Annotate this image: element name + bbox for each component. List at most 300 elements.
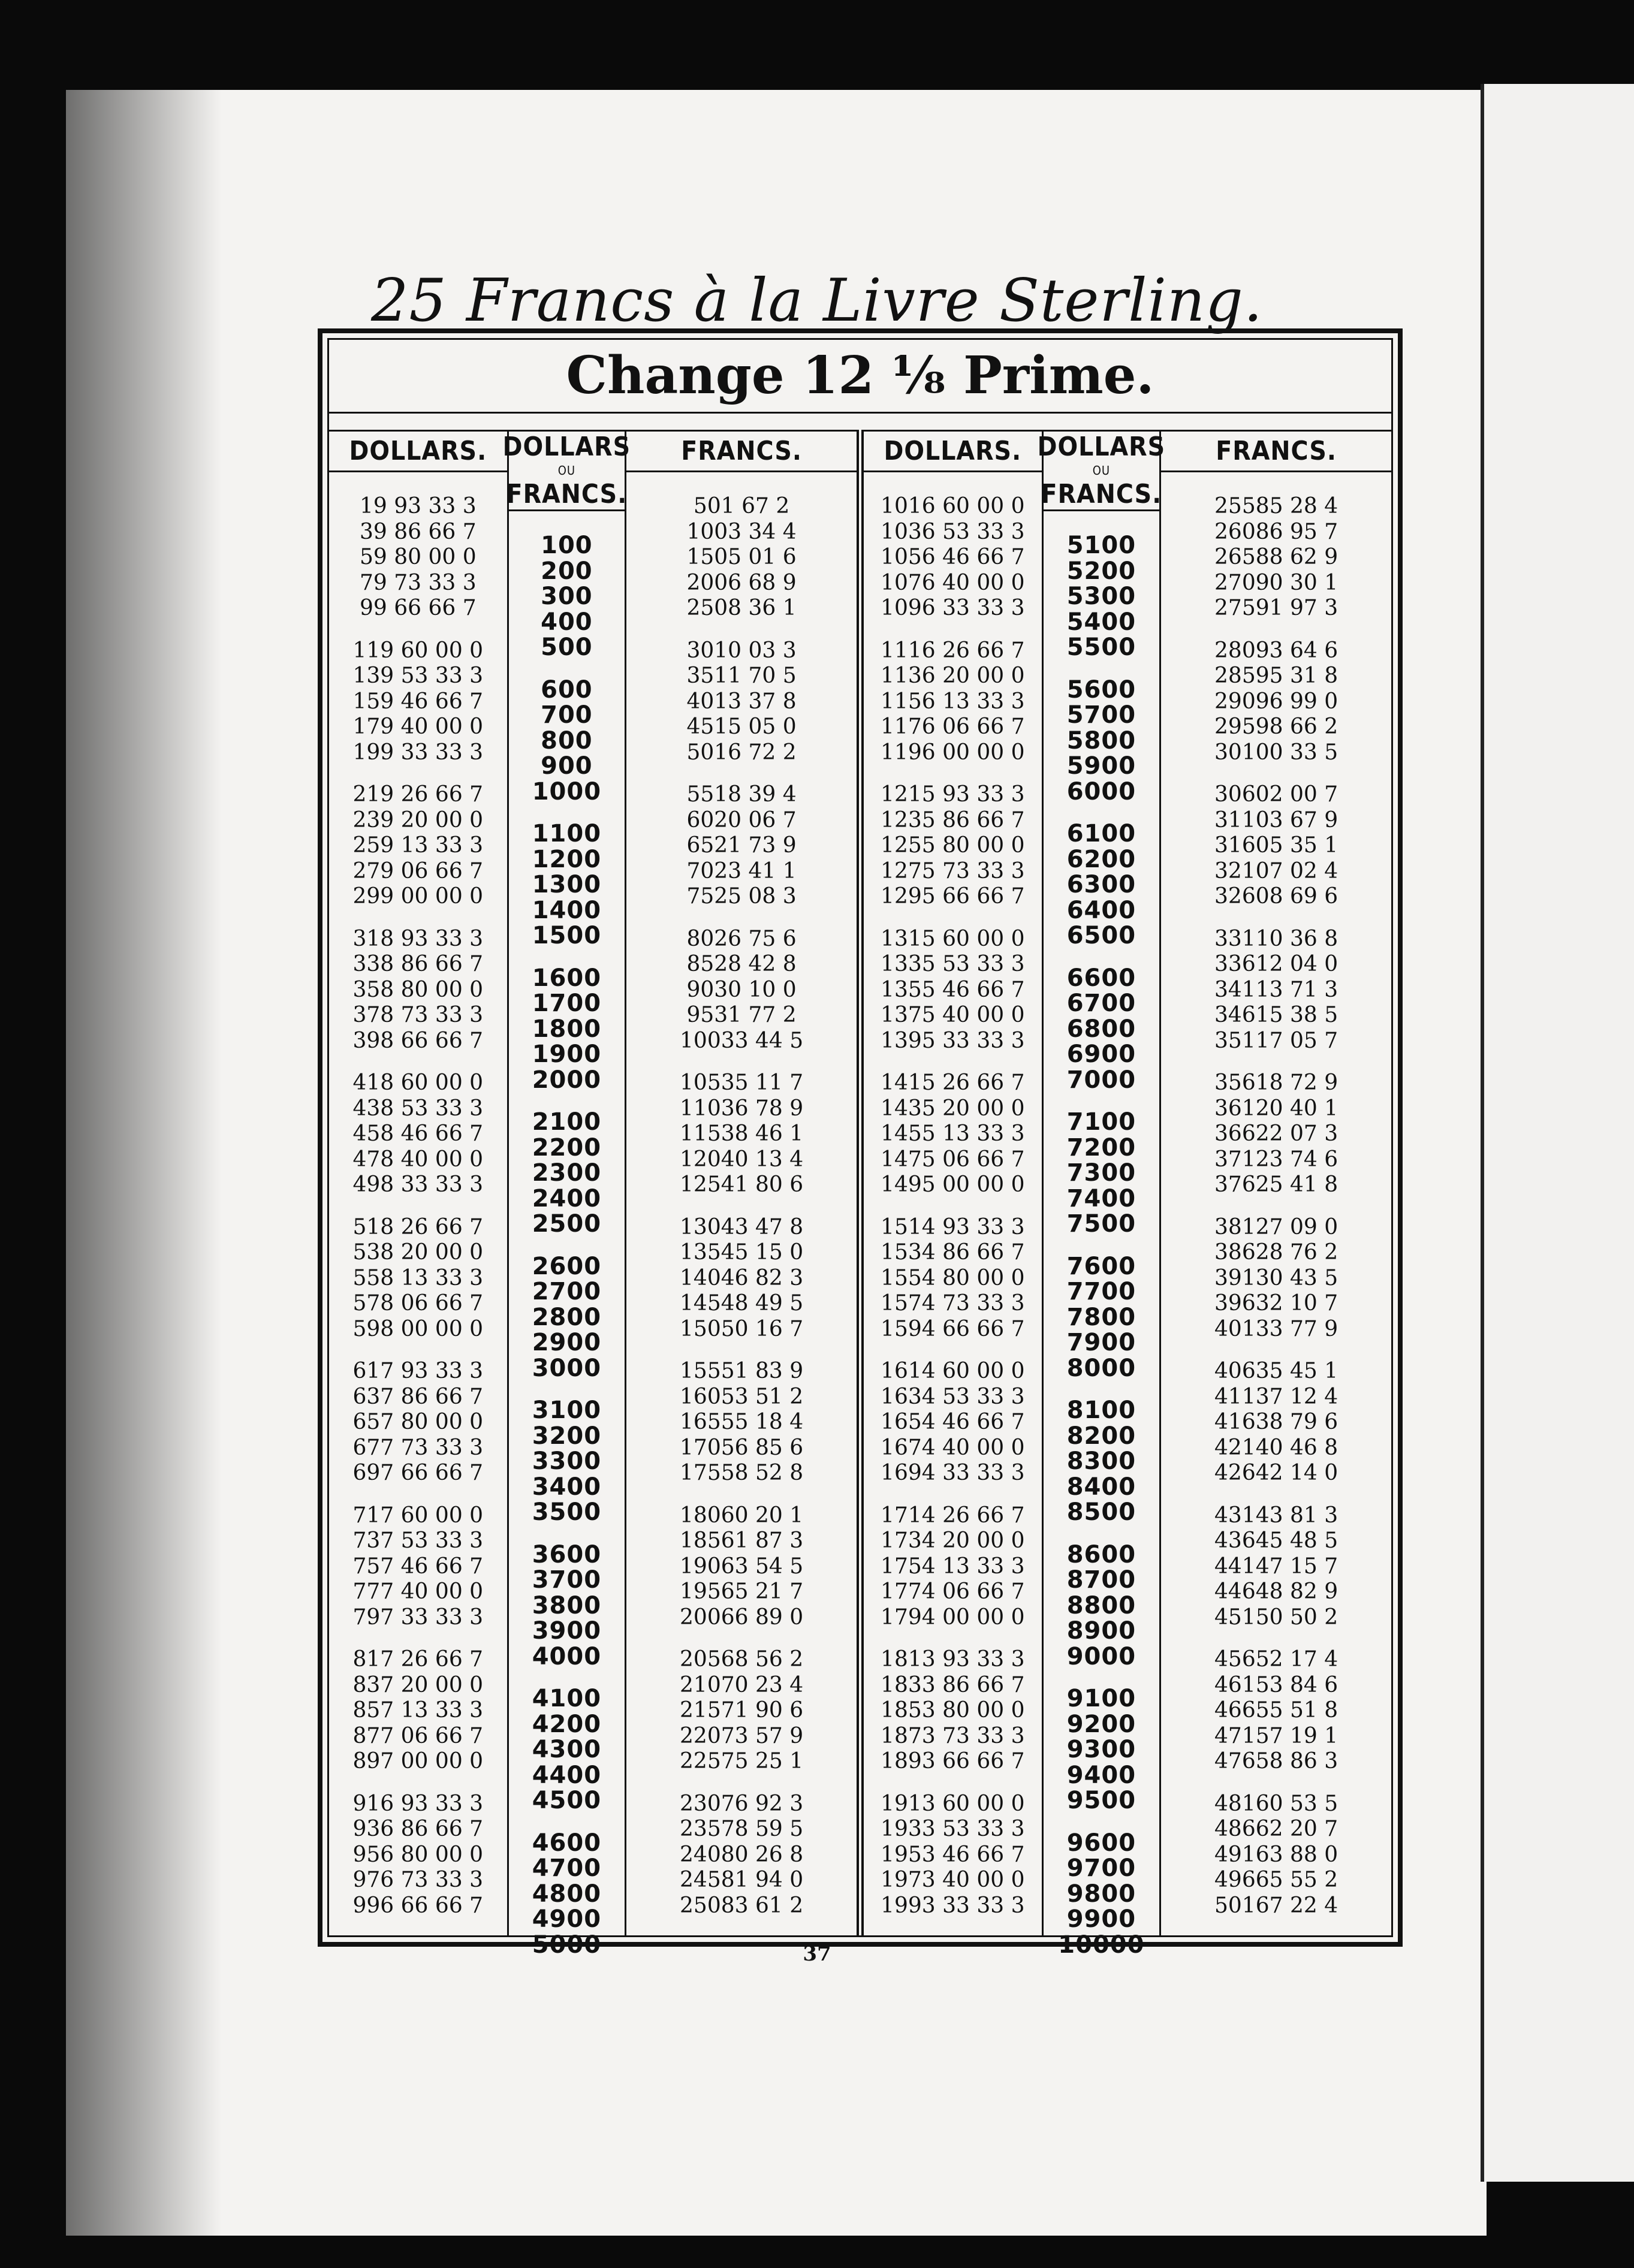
table-cell: 7000 <box>1066 1066 1136 1094</box>
table-cell: 41638 79 6 <box>1214 1410 1338 1434</box>
table-cell: 7200 <box>1066 1133 1136 1162</box>
table-cell: 28595 31 8 <box>1214 663 1338 688</box>
table-cell: 42140 46 8 <box>1214 1435 1338 1460</box>
table-cell: 1255 80 00 0 <box>881 833 1025 858</box>
table-cell: 1953 46 66 7 <box>881 1842 1025 1867</box>
table-cell: 38628 76 2 <box>1214 1240 1338 1265</box>
table-cell: 6300 <box>1066 871 1136 898</box>
table-cell: 837 20 00 0 <box>352 1672 484 1697</box>
table-cell: 637 86 66 7 <box>352 1384 484 1409</box>
table-cell: 1574 73 33 3 <box>881 1291 1025 1316</box>
table-cell: 1873 73 33 3 <box>881 1723 1025 1748</box>
table-cell: 518 26 66 7 <box>352 1214 484 1239</box>
row-group <box>1161 1503 1391 1631</box>
table-cell: 1415 26 66 7 <box>881 1070 1025 1095</box>
header-dollars-label: DOLLARS <box>502 432 631 462</box>
table-cell: 14548 49 5 <box>680 1291 804 1316</box>
table-cell: 358 80 00 0 <box>352 977 484 1002</box>
row-group <box>509 1254 625 1382</box>
table-cell: 8100 <box>1066 1397 1136 1424</box>
row-group <box>329 638 507 766</box>
table-cell: 35618 72 9 <box>1214 1070 1338 1095</box>
row-group <box>509 1542 625 1670</box>
table-cell: 9300 <box>1066 1736 1136 1763</box>
table-cell: 578 06 66 7 <box>352 1291 484 1316</box>
table-cell: 3100 <box>532 1397 602 1424</box>
table-cell: 558 13 33 3 <box>352 1265 484 1290</box>
table-cell: 9100 <box>1066 1685 1136 1712</box>
table-cell: 7300 <box>1066 1159 1136 1187</box>
table-cell: 797 33 33 3 <box>352 1605 484 1630</box>
row-group <box>329 1647 507 1775</box>
table-cell: 43645 48 5 <box>1214 1528 1338 1553</box>
table-cell: 9600 <box>1066 1829 1136 1857</box>
header-dollars-label: DOLLARS <box>1037 432 1166 462</box>
table-cell: 279 06 66 7 <box>352 858 484 883</box>
table-cell: 4100 <box>532 1685 602 1712</box>
dollars-ou-francs-column-header <box>502 430 631 511</box>
table-cell: 33110 36 8 <box>1214 926 1338 951</box>
table-cell: 2000 <box>532 1066 602 1094</box>
table-cell: 25585 28 4 <box>1214 494 1338 518</box>
row-group <box>509 1109 625 1237</box>
table-cell: 5700 <box>1066 701 1136 729</box>
row-group <box>1044 1542 1160 1670</box>
dollars-column-header <box>864 430 1042 472</box>
table-cell: 8528 42 8 <box>686 952 797 976</box>
table-cell: 219 26 66 7 <box>352 782 484 807</box>
row-group <box>626 782 857 910</box>
dollars-column <box>329 430 507 1935</box>
table-cell: 22575 25 1 <box>680 1749 804 1774</box>
row-group <box>1161 1792 1391 1919</box>
table-cell: 498 33 33 3 <box>352 1172 484 1197</box>
table-cell: 1813 93 33 3 <box>881 1647 1025 1672</box>
table-cell: 1900 <box>532 1040 602 1068</box>
table-cell: 1100 <box>532 820 602 848</box>
row-group <box>1161 782 1391 910</box>
table-cell: 46153 84 6 <box>1214 1672 1338 1697</box>
table-cell: 37123 74 6 <box>1214 1147 1338 1172</box>
row-group <box>1044 677 1160 805</box>
table-cell: 1200 <box>532 845 602 873</box>
table-cell: 700 <box>541 701 593 729</box>
row-group <box>509 677 625 805</box>
dollars-ou-francs-column-header <box>1037 430 1166 511</box>
table-cell: 3700 <box>532 1566 602 1594</box>
table-cell: 24080 26 8 <box>680 1842 804 1867</box>
table-cell: 9700 <box>1066 1854 1136 1882</box>
table-cell: 31103 67 9 <box>1214 807 1338 833</box>
table-cell: 9800 <box>1066 1880 1136 1908</box>
row-group <box>329 927 507 1054</box>
table-cell: 617 93 33 3 <box>352 1359 484 1383</box>
row-group <box>509 1686 625 1814</box>
table-cell: 5300 <box>1066 583 1136 610</box>
table-cell: 318 93 33 3 <box>352 926 484 951</box>
dollars-ou-francs-column-body <box>509 511 625 1974</box>
table-cell: 23578 59 5 <box>680 1817 804 1841</box>
table-cell: 2600 <box>532 1252 602 1280</box>
row-group <box>1044 533 1160 661</box>
table-cell: 1395 33 33 3 <box>881 1028 1025 1053</box>
table-cell: 4700 <box>532 1854 602 1882</box>
table-cell: 26086 95 7 <box>1214 519 1338 544</box>
table-cell: 877 06 66 7 <box>352 1723 484 1748</box>
table-cell: 17056 85 6 <box>680 1435 804 1460</box>
table-cell: 378 73 33 3 <box>352 1003 484 1027</box>
table-cell: 24581 94 0 <box>680 1868 804 1892</box>
table-cell: 1973 40 00 0 <box>881 1868 1025 1892</box>
table-cell: 3800 <box>532 1591 602 1619</box>
table-cell: 7525 08 3 <box>686 884 797 909</box>
row-group <box>329 1215 507 1343</box>
table-cell: 32107 02 4 <box>1214 858 1338 883</box>
table-cell: 800 <box>541 726 593 755</box>
table-cell: 2800 <box>532 1303 602 1331</box>
dollars-column-body <box>329 472 507 1935</box>
header-ou-label: OU <box>1092 463 1111 478</box>
table-cell: 2508 36 1 <box>686 596 797 620</box>
table-cell: 16053 51 2 <box>680 1384 804 1409</box>
table-cell: 6200 <box>1066 845 1136 873</box>
table-cell: 1534 86 66 7 <box>881 1240 1025 1265</box>
table-cell: 50167 22 4 <box>1214 1893 1338 1918</box>
dollars-ou-francs-column-body <box>1044 511 1160 1974</box>
table-cell: 9200 <box>1066 1710 1136 1738</box>
row-group <box>626 1503 857 1631</box>
table-cell: 1714 26 66 7 <box>881 1503 1025 1528</box>
table-cell: 30100 33 5 <box>1214 740 1338 765</box>
table-cell: 39632 10 7 <box>1214 1291 1338 1316</box>
table-cell: 1315 60 00 0 <box>881 926 1025 951</box>
table-cell: 10000 <box>1058 1931 1145 1959</box>
table-cell: 2500 <box>532 1210 602 1238</box>
francs-header-label: FRANCS. <box>681 436 802 466</box>
table-cell: 5000 <box>532 1931 602 1959</box>
table-cell: 1300 <box>532 871 602 898</box>
table-cell: 259 13 33 3 <box>352 833 484 858</box>
table-cell: 697 66 66 7 <box>352 1461 484 1485</box>
table-cell: 1993 33 33 3 <box>881 1893 1025 1918</box>
table-cell: 1156 13 33 3 <box>881 689 1025 714</box>
table-cell: 15551 83 9 <box>680 1359 804 1383</box>
table-cell: 6700 <box>1066 990 1136 1017</box>
table-cell: 6600 <box>1066 964 1136 992</box>
table-cell: 1933 53 33 3 <box>881 1817 1025 1841</box>
table-cell: 1096 33 33 3 <box>881 596 1025 620</box>
table-cell: 1275 73 33 3 <box>881 858 1025 883</box>
table-cell: 199 33 33 3 <box>352 740 484 765</box>
table-cell: 119 60 00 0 <box>352 638 484 663</box>
table-cell: 17558 52 8 <box>680 1461 804 1485</box>
table-cell: 398 66 66 7 <box>352 1028 484 1053</box>
table-cell: 677 73 33 3 <box>352 1435 484 1460</box>
table-cell: 438 53 33 3 <box>352 1096 484 1121</box>
table-cell: 3500 <box>532 1498 602 1526</box>
table-cell: 21571 90 6 <box>680 1698 804 1723</box>
table-cell: 49665 55 2 <box>1214 1868 1338 1892</box>
table-cell: 9900 <box>1066 1905 1136 1933</box>
table-cell: 13043 47 8 <box>680 1214 804 1239</box>
table-cell: 6800 <box>1066 1015 1136 1043</box>
table-cell: 1500 <box>532 922 602 949</box>
table-cell: 400 <box>541 608 593 636</box>
table-cell: 1734 20 00 0 <box>881 1528 1025 1553</box>
table-cell: 47658 86 3 <box>1214 1749 1338 1774</box>
table-cell: 1176 06 66 7 <box>881 714 1025 739</box>
table-cell: 817 26 66 7 <box>352 1647 484 1672</box>
table-cell: 1295 66 66 7 <box>881 884 1025 909</box>
row-group <box>864 1215 1042 1343</box>
table-cell: 7700 <box>1066 1278 1136 1305</box>
table-cell: 7400 <box>1066 1184 1136 1213</box>
table-cell: 8026 75 6 <box>686 926 797 951</box>
row-group <box>1161 1070 1391 1198</box>
table-cell: 9000 <box>1066 1642 1136 1670</box>
table-cell: 200 <box>541 557 593 585</box>
table-cell: 8300 <box>1066 1447 1136 1475</box>
table-cell: 1400 <box>532 896 602 924</box>
row-group <box>1161 1647 1391 1775</box>
row-group <box>864 782 1042 910</box>
row-group <box>1044 966 1160 1093</box>
table-cell: 1700 <box>532 990 602 1017</box>
row-group <box>864 494 1042 622</box>
table-cell: 19063 54 5 <box>680 1554 804 1579</box>
table-cell: 10535 11 7 <box>680 1070 804 1095</box>
table-cell: 4900 <box>532 1905 602 1933</box>
header-francs-label: FRANCS. <box>1041 479 1162 509</box>
table-cell: 1003 34 4 <box>686 519 797 544</box>
francs-column-header <box>1161 430 1391 472</box>
table-cell: 9400 <box>1066 1761 1136 1789</box>
table-cell: 22073 57 9 <box>680 1723 804 1748</box>
table-cell: 1455 13 33 3 <box>881 1121 1025 1146</box>
row-group <box>1044 1254 1160 1382</box>
table-cell: 1056 46 66 7 <box>881 545 1025 569</box>
table-cell: 59 80 00 0 <box>359 545 477 569</box>
table-cell: 956 80 00 0 <box>352 1842 484 1867</box>
table-cell: 79 73 33 3 <box>359 570 477 595</box>
table-cell: 6000 <box>1066 777 1136 806</box>
francs-header-label: FRANCS. <box>1216 436 1337 466</box>
table-cell: 300 <box>541 583 593 610</box>
right-half <box>864 430 1391 1959</box>
table-cell: 21070 23 4 <box>680 1672 804 1697</box>
row-group <box>626 1359 857 1486</box>
table-cell: 48160 53 5 <box>1214 1791 1338 1816</box>
table-cell: 1694 33 33 3 <box>881 1461 1025 1485</box>
table-cell: 8900 <box>1066 1617 1136 1645</box>
table-cell: 49163 88 0 <box>1214 1842 1338 1867</box>
table-cell: 1136 20 00 0 <box>881 663 1025 688</box>
row-group <box>329 1359 507 1486</box>
table-cell: 44648 82 9 <box>1214 1579 1338 1604</box>
row-group <box>509 821 625 949</box>
table-cell: 1475 06 66 7 <box>881 1147 1025 1172</box>
table-cell: 4500 <box>532 1787 602 1814</box>
table-cell: 936 86 66 7 <box>352 1817 484 1841</box>
table-cell: 3511 70 5 <box>686 663 797 688</box>
row-group <box>864 1647 1042 1775</box>
row-group <box>626 1215 857 1343</box>
facing-page-edge <box>1481 84 1634 2182</box>
dollars-header-label: DOLLARS. <box>349 436 487 466</box>
table-cell: 600 <box>541 675 593 704</box>
table-cell: 1634 53 33 3 <box>881 1384 1025 1409</box>
table-cell: 1913 60 00 0 <box>881 1791 1025 1816</box>
table-cell: 5100 <box>1066 532 1136 559</box>
row-group <box>1044 1830 1160 1958</box>
row-group <box>626 638 857 766</box>
row-group <box>864 1359 1042 1486</box>
table-cell: 299 00 00 0 <box>352 884 484 909</box>
table-cell: 1674 40 00 0 <box>881 1435 1025 1460</box>
table-cell: 15050 16 7 <box>680 1316 804 1341</box>
table-cell: 45652 17 4 <box>1214 1647 1338 1672</box>
table-cell: 39130 43 5 <box>1214 1265 1338 1290</box>
table-cell: 39 86 66 7 <box>359 519 477 544</box>
table-cell: 8800 <box>1066 1591 1136 1619</box>
table-cell: 100 <box>541 532 593 559</box>
row-group <box>626 1070 857 1198</box>
table-cell: 37625 41 8 <box>1214 1172 1338 1197</box>
table-cell: 996 66 66 7 <box>352 1893 484 1918</box>
table-cell: 1554 80 00 0 <box>881 1265 1025 1290</box>
table-cell: 2300 <box>532 1159 602 1187</box>
table-cell: 12541 80 6 <box>680 1172 804 1197</box>
table-cell: 6521 73 9 <box>686 833 797 858</box>
row-group <box>509 966 625 1093</box>
table-cell: 3400 <box>532 1473 602 1501</box>
table-cell: 4800 <box>532 1880 602 1908</box>
table-cell: 33612 04 0 <box>1214 952 1338 976</box>
table-cell: 6900 <box>1066 1040 1136 1068</box>
table-cell: 42642 14 0 <box>1214 1461 1338 1485</box>
table-cell: 2200 <box>532 1133 602 1162</box>
table-title: Change 12 ⅛ Prime. <box>329 340 1391 414</box>
table-cell: 18561 87 3 <box>680 1528 804 1553</box>
table-cell: 26588 62 9 <box>1214 545 1338 569</box>
table-cell: 5800 <box>1066 726 1136 755</box>
table-cell: 1000 <box>532 777 602 806</box>
table-cell: 5900 <box>1066 752 1136 780</box>
table-cell: 5200 <box>1066 557 1136 585</box>
row-group <box>509 533 625 661</box>
table-cell: 1116 26 66 7 <box>881 638 1025 663</box>
row-group <box>626 1792 857 1919</box>
table-cell: 11036 78 9 <box>680 1096 804 1121</box>
table-cell: 14046 82 3 <box>680 1265 804 1290</box>
table-cell: 47157 19 1 <box>1214 1723 1338 1748</box>
table-cell: 239 20 00 0 <box>352 807 484 833</box>
table-cell: 7900 <box>1066 1329 1136 1356</box>
table-cell: 5600 <box>1066 675 1136 704</box>
table-cell: 1076 40 00 0 <box>881 570 1025 595</box>
table-cell: 38127 09 0 <box>1214 1214 1338 1239</box>
table-cell: 11538 46 1 <box>680 1121 804 1146</box>
table-cell: 7800 <box>1066 1303 1136 1331</box>
table-cell: 3000 <box>532 1354 602 1382</box>
table-cell: 20066 89 0 <box>680 1605 804 1630</box>
table-cell: 338 86 66 7 <box>352 952 484 976</box>
table-cell: 1794 00 00 0 <box>881 1605 1025 1630</box>
row-group <box>626 494 857 622</box>
left-half <box>329 430 864 1959</box>
table-cell: 19565 21 7 <box>680 1579 804 1604</box>
table-cell: 40133 77 9 <box>1214 1316 1338 1341</box>
row-group <box>1161 1359 1391 1486</box>
table-cell: 1196 00 00 0 <box>881 740 1025 765</box>
table-cell: 500 <box>541 634 593 661</box>
table-cell: 598 00 00 0 <box>352 1316 484 1341</box>
table-cell: 478 40 00 0 <box>352 1147 484 1172</box>
row-group <box>864 1070 1042 1198</box>
row-group <box>864 638 1042 766</box>
table-cell: 30602 00 7 <box>1214 782 1338 807</box>
row-group <box>864 1503 1042 1631</box>
francs-column <box>626 430 857 1935</box>
table-cell: 4300 <box>532 1736 602 1763</box>
table-cell: 737 53 33 3 <box>352 1528 484 1553</box>
table-cell: 657 80 00 0 <box>352 1410 484 1434</box>
page-heading: 25 Francs à la Livre Sterling. <box>371 267 1263 335</box>
table-cell: 5500 <box>1066 634 1136 661</box>
table-cell: 36120 40 1 <box>1214 1096 1338 1121</box>
table-cell: 3200 <box>532 1422 602 1450</box>
row-group <box>864 1792 1042 1919</box>
row-group <box>1161 927 1391 1054</box>
table-cell: 7023 41 1 <box>686 858 797 883</box>
table-cell: 2700 <box>532 1278 602 1305</box>
row-group <box>1161 638 1391 766</box>
dollars-ou-francs-column <box>1037 430 1166 1959</box>
table-cell: 5400 <box>1066 608 1136 636</box>
table-cell: 1235 86 66 7 <box>881 807 1025 833</box>
row-group <box>626 927 857 1054</box>
table-cell: 29096 99 0 <box>1214 689 1338 714</box>
table-cell: 1495 00 00 0 <box>881 1172 1025 1197</box>
table-cell: 5518 39 4 <box>686 782 797 807</box>
table-cell: 3600 <box>532 1540 602 1569</box>
table-cell: 6500 <box>1066 922 1136 949</box>
row-group <box>1161 494 1391 622</box>
table-cell: 757 46 66 7 <box>352 1554 484 1579</box>
table-cell: 16555 18 4 <box>680 1410 804 1434</box>
table-cell: 1355 46 66 7 <box>881 977 1025 1002</box>
row-group <box>329 1070 507 1198</box>
table-cell: 8200 <box>1066 1422 1136 1450</box>
table-cell: 7600 <box>1066 1252 1136 1280</box>
row-group <box>509 1398 625 1525</box>
table-cell: 717 60 00 0 <box>352 1503 484 1528</box>
table-cell: 27090 30 1 <box>1214 570 1338 595</box>
francs-column-body <box>626 472 857 1935</box>
row-group <box>1044 1686 1160 1814</box>
dollars-column-body <box>864 472 1042 1935</box>
francs-column <box>1161 430 1391 1935</box>
exchange-table <box>318 328 1403 1959</box>
table-cell: 4600 <box>532 1829 602 1857</box>
row-group <box>509 1830 625 1958</box>
table-cell: 1594 66 66 7 <box>881 1316 1025 1341</box>
table-cell: 900 <box>541 752 593 780</box>
table-cell: 35117 05 7 <box>1214 1028 1338 1053</box>
table-cell: 8700 <box>1066 1566 1136 1594</box>
table-cell: 25083 61 2 <box>680 1893 804 1918</box>
table-cell: 32608 69 6 <box>1214 884 1338 909</box>
